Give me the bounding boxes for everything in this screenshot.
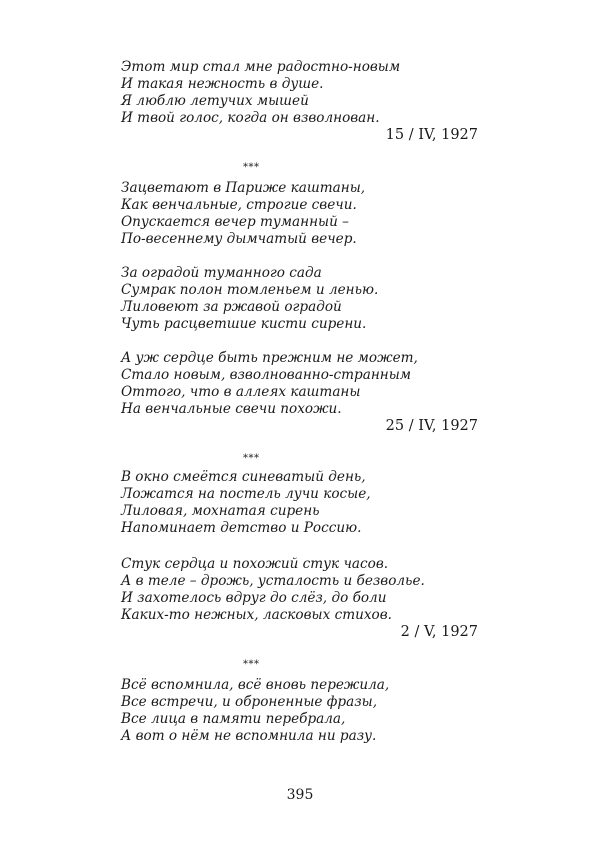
poem-line: Сумрак полон томленьем и ленью. [121, 282, 379, 298]
poem-line: Напоминает детство и Россию. [121, 520, 362, 536]
poem-line: Ложатся на постель лучи косые, [121, 486, 371, 502]
poem-line: Лиловая, мохнатая сирень [121, 503, 320, 519]
poem-line: Стало новым, взволнованно-странным [121, 367, 412, 383]
poem-line: И такая нежность в душе. [121, 76, 324, 92]
poem-line: И твой голос, когда он взволнован. [121, 110, 380, 126]
poem-line: И захотелось вдруг до слёз, до боли [121, 590, 387, 606]
poem-date: 2 / V, 1927 [400, 624, 478, 640]
poem-line: Всё вспомнила, всё вновь пережила, [121, 677, 390, 693]
poem-line: Как венчальные, строгие свечи. [121, 197, 357, 213]
poem-line: Каких-то нежных, ласковых стихов. [121, 607, 392, 623]
poem-date: 25 / IV, 1927 [385, 418, 478, 434]
poem-line: Опускается вечер туманный – [121, 214, 349, 230]
poem-line: Стук сердца и похожий стук часов. [121, 556, 389, 572]
poem-line: Все лица в памяти перебрала, [121, 711, 346, 727]
poem-line: Чуть расцветшие кисти сирени. [121, 316, 367, 332]
page-number: 395 [286, 787, 314, 803]
poem-line: А вот о нём не вспомнила ни разу. [121, 728, 377, 744]
poem-line: Зацветают в Париже каштаны, [121, 180, 366, 196]
poem-line: Оттого, что в аллеях каштаны [121, 384, 361, 400]
poem-line: В окно смеётся синеватый день, [121, 469, 366, 485]
poem-line: По-весеннему дымчатый вечер. [121, 231, 357, 247]
poem-line: Этот мир стал мне радостно-новым [121, 59, 401, 75]
poem-line: Все встречи, и оброненные фразы, [121, 694, 378, 710]
poem-line: А уж сердце быть прежним не может, [121, 350, 418, 366]
poem-separator: *** [243, 659, 260, 670]
poem-line: За оградой туманного сада [121, 265, 322, 281]
poem-separator: *** [243, 453, 260, 464]
poem-line: Лиловеют за ржавой оградой [121, 299, 342, 315]
poem-line: Я люблю летучих мышей [121, 93, 309, 109]
poem-separator: *** [243, 162, 260, 173]
poem-date: 15 / IV, 1927 [385, 127, 478, 143]
poem-line: А в теле – дрожь, усталость и безволье. [121, 573, 425, 589]
poem-line: На венчальные свечи похожи. [121, 401, 342, 417]
